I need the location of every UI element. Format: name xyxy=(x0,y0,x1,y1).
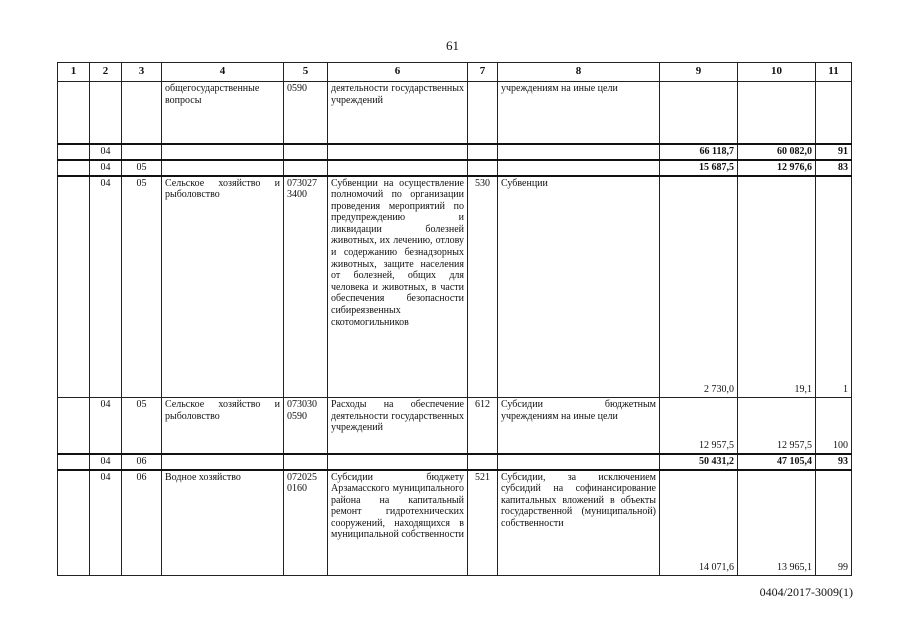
cell-actual xyxy=(738,82,816,144)
cell-plan: 12 957,5 xyxy=(660,398,738,454)
cell-subsection: 04 xyxy=(90,454,122,470)
header-cell: 5 xyxy=(284,63,328,82)
cell-percent: 91 xyxy=(816,144,852,160)
header-cell: 7 xyxy=(468,63,498,82)
page-number: 61 xyxy=(446,38,459,53)
cell-type-name: Субсидии бюджетным учреждениям на иные цели xyxy=(498,398,660,454)
cell-description: Субвенции на осуществление полномочий по организации проведения мероприятий по предупреждению и ликвидации болезней животных, их лечению, отлову и содержанию безнадзорных животных, защите населения от болезней, общих для человека и животных, в части обеспечения безопасности сибиреязвенных скотомогильников xyxy=(328,176,468,398)
cell-section xyxy=(58,144,90,160)
cell-percent xyxy=(816,82,852,144)
cell-actual: 12 957,5 xyxy=(738,398,816,454)
cell-section xyxy=(58,160,90,176)
cell-type-name: учреждениям на иные цели xyxy=(498,82,660,144)
cell-name xyxy=(162,160,284,176)
cell-percent: 83 xyxy=(816,160,852,176)
cell-target-code: 073030 0590 xyxy=(284,398,328,454)
cell-type-name: Субсидии, за исключением субсидий на софинансирование капитальных вложений в объекты государственной (муниципальной) собственности xyxy=(498,470,660,576)
cell-target-code xyxy=(284,160,328,176)
cell-section xyxy=(58,454,90,470)
cell-type-code: 612 xyxy=(468,398,498,454)
cell-type-name xyxy=(498,160,660,176)
cell-description: Субсидии бюджету Арзамасского муниципального района на капитальный ремонт гидротехнических сооружений, находящихся в муниципальной собственности xyxy=(328,470,468,576)
document-code: 0404/2017-3009(1) xyxy=(759,585,853,599)
header-cell: 1 xyxy=(58,63,90,82)
cell-type-name: Субвенции xyxy=(498,176,660,398)
cell-percent: 99 xyxy=(816,470,852,576)
cell-plan: 66 118,7 xyxy=(660,144,738,160)
cell-target-code: 0590 xyxy=(284,82,328,144)
table-row xyxy=(58,454,852,470)
header-cell: 2 xyxy=(90,63,122,82)
cell-name: общегосударственные вопросы xyxy=(162,82,284,144)
header-cell: 11 xyxy=(816,63,852,82)
table-row xyxy=(58,398,852,454)
cell-plan: 50 431,2 xyxy=(660,454,738,470)
cell-subsection2: 06 xyxy=(122,454,162,470)
cell-type-code: 521 xyxy=(468,470,498,576)
budget-table xyxy=(57,62,852,576)
cell-type-code: 530 xyxy=(468,176,498,398)
cell-plan: 14 071,6 xyxy=(660,470,738,576)
cell-subsection: 04 xyxy=(90,176,122,398)
cell-subsection: 04 xyxy=(90,160,122,176)
cell-subsection2 xyxy=(122,144,162,160)
header-cell: 9 xyxy=(660,63,738,82)
cell-target-code xyxy=(284,144,328,160)
cell-section xyxy=(58,398,90,454)
cell-actual: 60 082,0 xyxy=(738,144,816,160)
table-row xyxy=(58,176,852,398)
cell-subsection xyxy=(90,82,122,144)
cell-subsection2: 05 xyxy=(122,398,162,454)
header-cell: 4 xyxy=(162,63,284,82)
table-row xyxy=(58,160,852,176)
cell-section xyxy=(58,176,90,398)
cell-description: деятельности государственных учреждений xyxy=(328,82,468,144)
header-cell: 8 xyxy=(498,63,660,82)
cell-actual: 13 965,1 xyxy=(738,470,816,576)
cell-actual: 19,1 xyxy=(738,176,816,398)
cell-subsection: 04 xyxy=(90,470,122,576)
cell-description xyxy=(328,454,468,470)
cell-target-code: 072025 0160 xyxy=(284,470,328,576)
cell-percent: 1 xyxy=(816,176,852,398)
cell-description xyxy=(328,144,468,160)
cell-actual: 12 976,6 xyxy=(738,160,816,176)
cell-target-code: 073027 3400 xyxy=(284,176,328,398)
header-row xyxy=(58,63,852,82)
header-cell: 3 xyxy=(122,63,162,82)
cell-plan xyxy=(660,82,738,144)
cell-name xyxy=(162,144,284,160)
cell-subsection2: 05 xyxy=(122,160,162,176)
cell-type-code xyxy=(468,82,498,144)
cell-type-name xyxy=(498,144,660,160)
cell-section xyxy=(58,470,90,576)
cell-subsection: 04 xyxy=(90,144,122,160)
cell-description: Расходы на обеспечение деятельности государственных учреждений xyxy=(328,398,468,454)
table-row xyxy=(58,144,852,160)
header-cell: 10 xyxy=(738,63,816,82)
cell-subsection2: 06 xyxy=(122,470,162,576)
cell-subsection2 xyxy=(122,82,162,144)
table-row xyxy=(58,82,852,144)
cell-percent: 100 xyxy=(816,398,852,454)
cell-section xyxy=(58,82,90,144)
cell-type-code xyxy=(468,144,498,160)
cell-actual: 47 105,4 xyxy=(738,454,816,470)
table-row xyxy=(58,470,852,576)
cell-plan: 2 730,0 xyxy=(660,176,738,398)
cell-name: Сельское хозяйство и рыболовство xyxy=(162,398,284,454)
cell-plan: 15 687,5 xyxy=(660,160,738,176)
cell-type-code xyxy=(468,160,498,176)
cell-subsection2: 05 xyxy=(122,176,162,398)
cell-target-code xyxy=(284,454,328,470)
cell-subsection: 04 xyxy=(90,398,122,454)
cell-type-code xyxy=(468,454,498,470)
cell-percent: 93 xyxy=(816,454,852,470)
cell-name xyxy=(162,454,284,470)
cell-type-name xyxy=(498,454,660,470)
cell-name: Сельское хозяйство и рыболовство xyxy=(162,176,284,398)
cell-description xyxy=(328,160,468,176)
cell-name: Водное хозяйство xyxy=(162,470,284,576)
header-cell: 6 xyxy=(328,63,468,82)
